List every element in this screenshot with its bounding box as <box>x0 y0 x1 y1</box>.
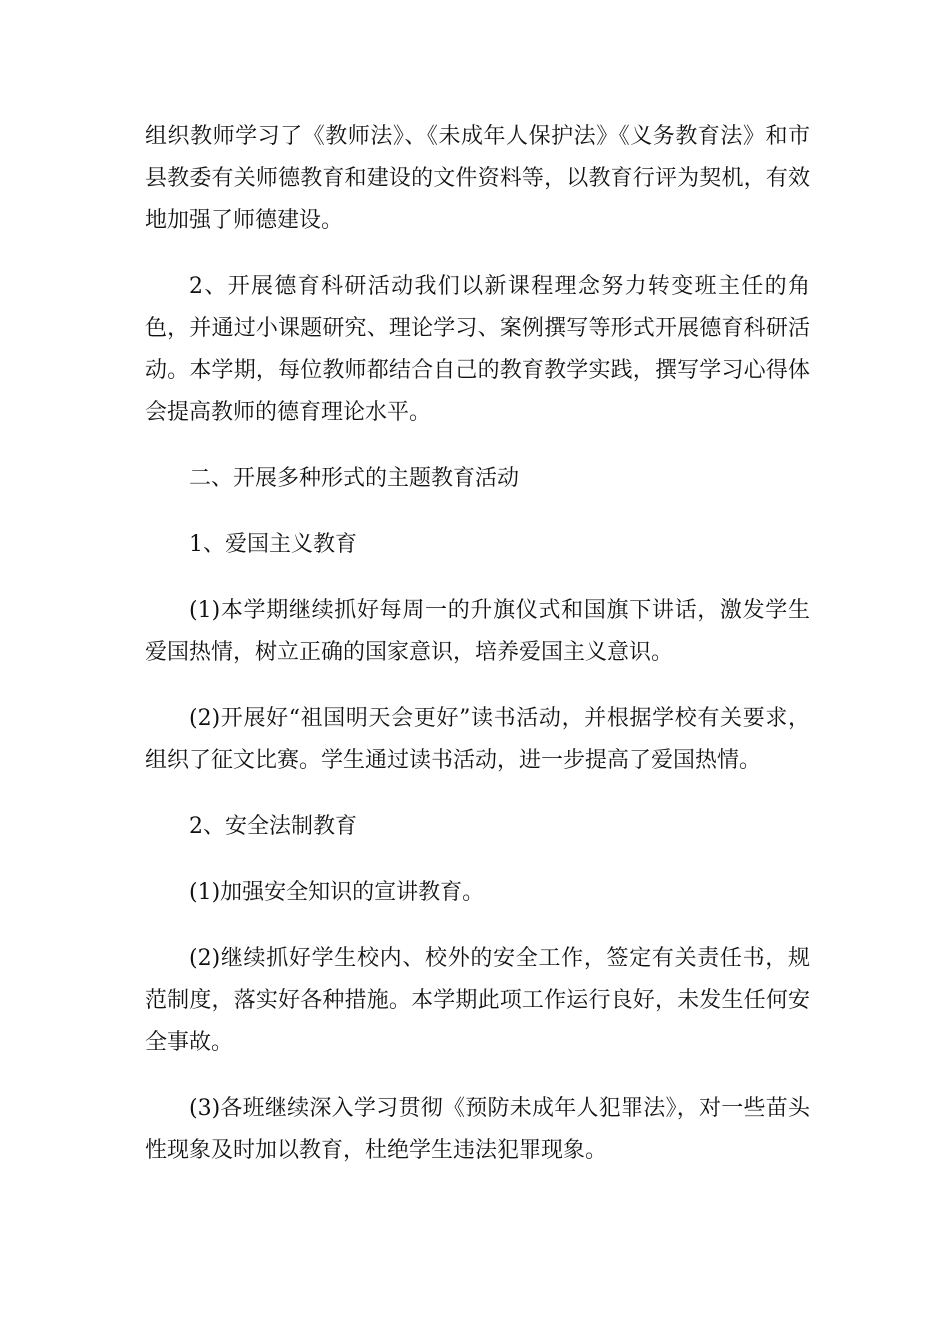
paragraph-crime-prevention: (3)各班继续深入学习贯彻《预防未成年人犯罪法》，对一些苗头性现象及时加以教育，杜绝学生违法犯罪现象。 <box>145 1096 810 1163</box>
paragraph-campus-safety: (2)继续抓好学生校内、校外的安全工作，签定有关责任书，规范制度，落实好各种措施。本学期此项工作运行良好，未发生任何安全事故。 <box>145 946 810 1055</box>
subheading-safety-law-education: 2、安全法制教育 <box>189 814 357 839</box>
section-heading-theme-education: 二、开展多种形式的主题教育活动 <box>189 466 520 491</box>
document-body <box>145 116 810 1196</box>
paragraph-teacher-ethics-study: 组织教师学习了《教师法》、《未成年人保护法》《义务教育法》和市县教委有关师德教育和建设的文件资料等，以教育行评为契机，有效地加强了师德建设。 <box>145 124 810 233</box>
paragraph-safety-knowledge: (1)加强安全知识的宣讲教育。 <box>189 880 485 905</box>
paragraph-flag-ceremony: (1)本学期继续抓好每周一的升旗仪式和国旗下讲话，激发学生爱国热情，树立正确的国家意识，培养爱国主义意识。 <box>145 598 810 665</box>
paragraph-reading-activity: (2)开展好“祖国明天会更好”读书活动，并根据学校有关要求，组织了征文比赛。学生通过读书活动，进一步提高了爱国热情。 <box>145 706 810 773</box>
subheading-patriotism-education: 1、爱国主义教育 <box>189 532 357 557</box>
paragraph-moral-research: 2、开展德育科研活动我们以新课程理念努力转变班主任的角色，并通过小课题研究、理论学习、案例撰写等形式开展德育科研活动。本学期，每位教师都结合自己的教育教学实践，撰写学习心得体会提高教师的德育理论水平。 <box>145 274 810 425</box>
